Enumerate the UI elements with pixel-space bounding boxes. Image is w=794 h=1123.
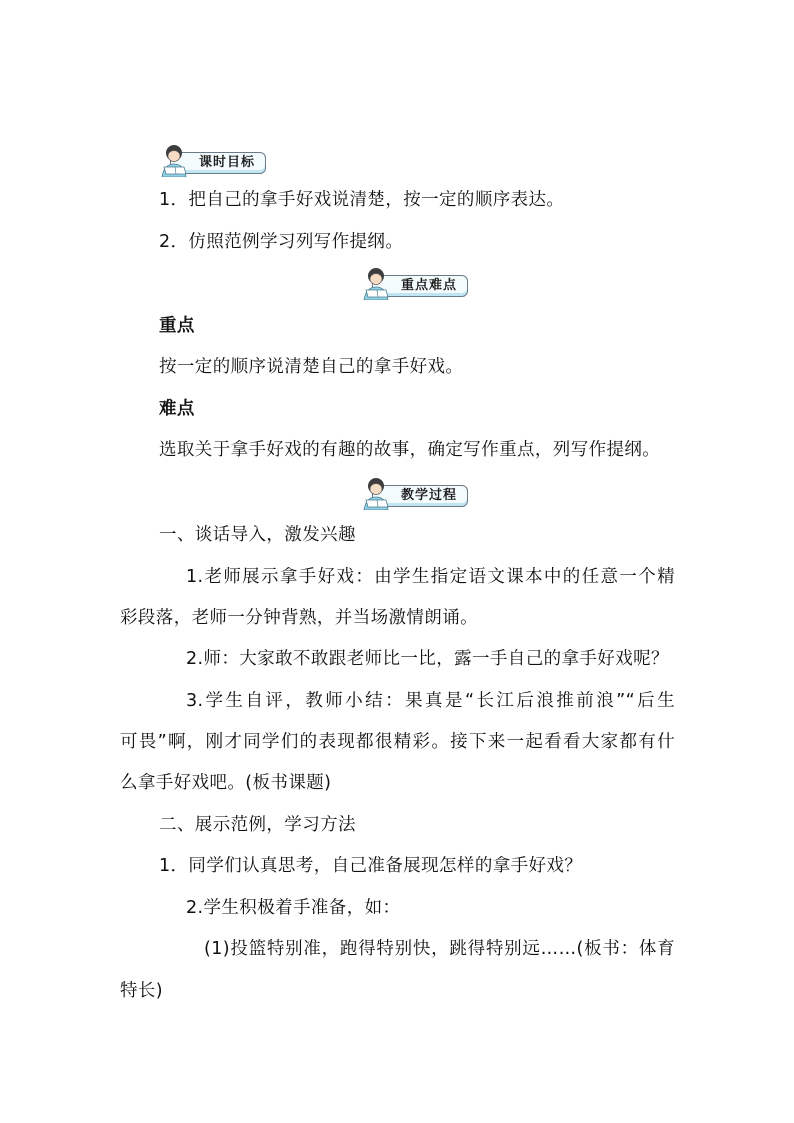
goal-item-1: 1．把自己的拿手好戏说清楚，按一定的顺序表达。	[159, 190, 565, 210]
example-1-line-1: (1)投篮特别准，跑得特别快，跳得特别远……(板书：体育	[204, 939, 675, 959]
paragraph-3-line-2: 可畏”啊，刚才同学们的表现都很精彩。接下来一起看看大家都有什	[120, 732, 675, 752]
badge-label: 教学过程	[400, 488, 457, 503]
question-2: 2.学生积极着手准备，如：	[186, 898, 401, 918]
badge-label: 课时目标	[198, 155, 255, 170]
section-badge-goals	[156, 143, 268, 177]
heading-1: 一、谈话导入，激发兴趣	[159, 525, 356, 545]
paragraph-3-line-3: 么拿手好戏吧。(板书课题)	[120, 773, 332, 793]
paragraph-1-line-1: 1.老师展示拿手好戏：由学生指定语文课本中的任意一个精	[186, 567, 675, 587]
key-title: 重点	[159, 316, 195, 336]
boy-reading-icon	[156, 143, 196, 177]
key-text: 按一定的顺序说清楚自己的拿手好戏。	[159, 357, 464, 377]
question-1: 1．同学们认真思考，自己准备展现怎样的拿手好戏？	[159, 856, 583, 876]
paragraph-1-line-2: 彩段落，老师一分钟背熟，并当场激情朗诵。	[120, 608, 478, 628]
paragraph-3-line-1: 3.学生自评，教师小结：果真是“长江后浪推前浪”“后生	[186, 691, 675, 711]
difficulty-title: 难点	[159, 399, 195, 419]
section-badge-key-points	[358, 266, 470, 300]
difficulty-text: 选取关于拿手好戏的有趣的故事，确定写作重点，列写作提纲。	[159, 440, 661, 460]
paragraph-2: 2.师：大家敢不敢跟老师比一比，露一手自己的拿手好戏呢？	[186, 649, 669, 669]
badge-label: 重点难点	[400, 278, 457, 293]
heading-2: 二、展示范例，学习方法	[159, 815, 356, 835]
boy-reading-icon	[358, 476, 398, 510]
example-1-line-2: 特长)	[120, 981, 164, 1001]
goal-item-2: 2．仿照范例学习列写作提纲。	[159, 232, 404, 252]
section-badge-process	[358, 476, 470, 510]
boy-reading-icon	[358, 266, 398, 300]
